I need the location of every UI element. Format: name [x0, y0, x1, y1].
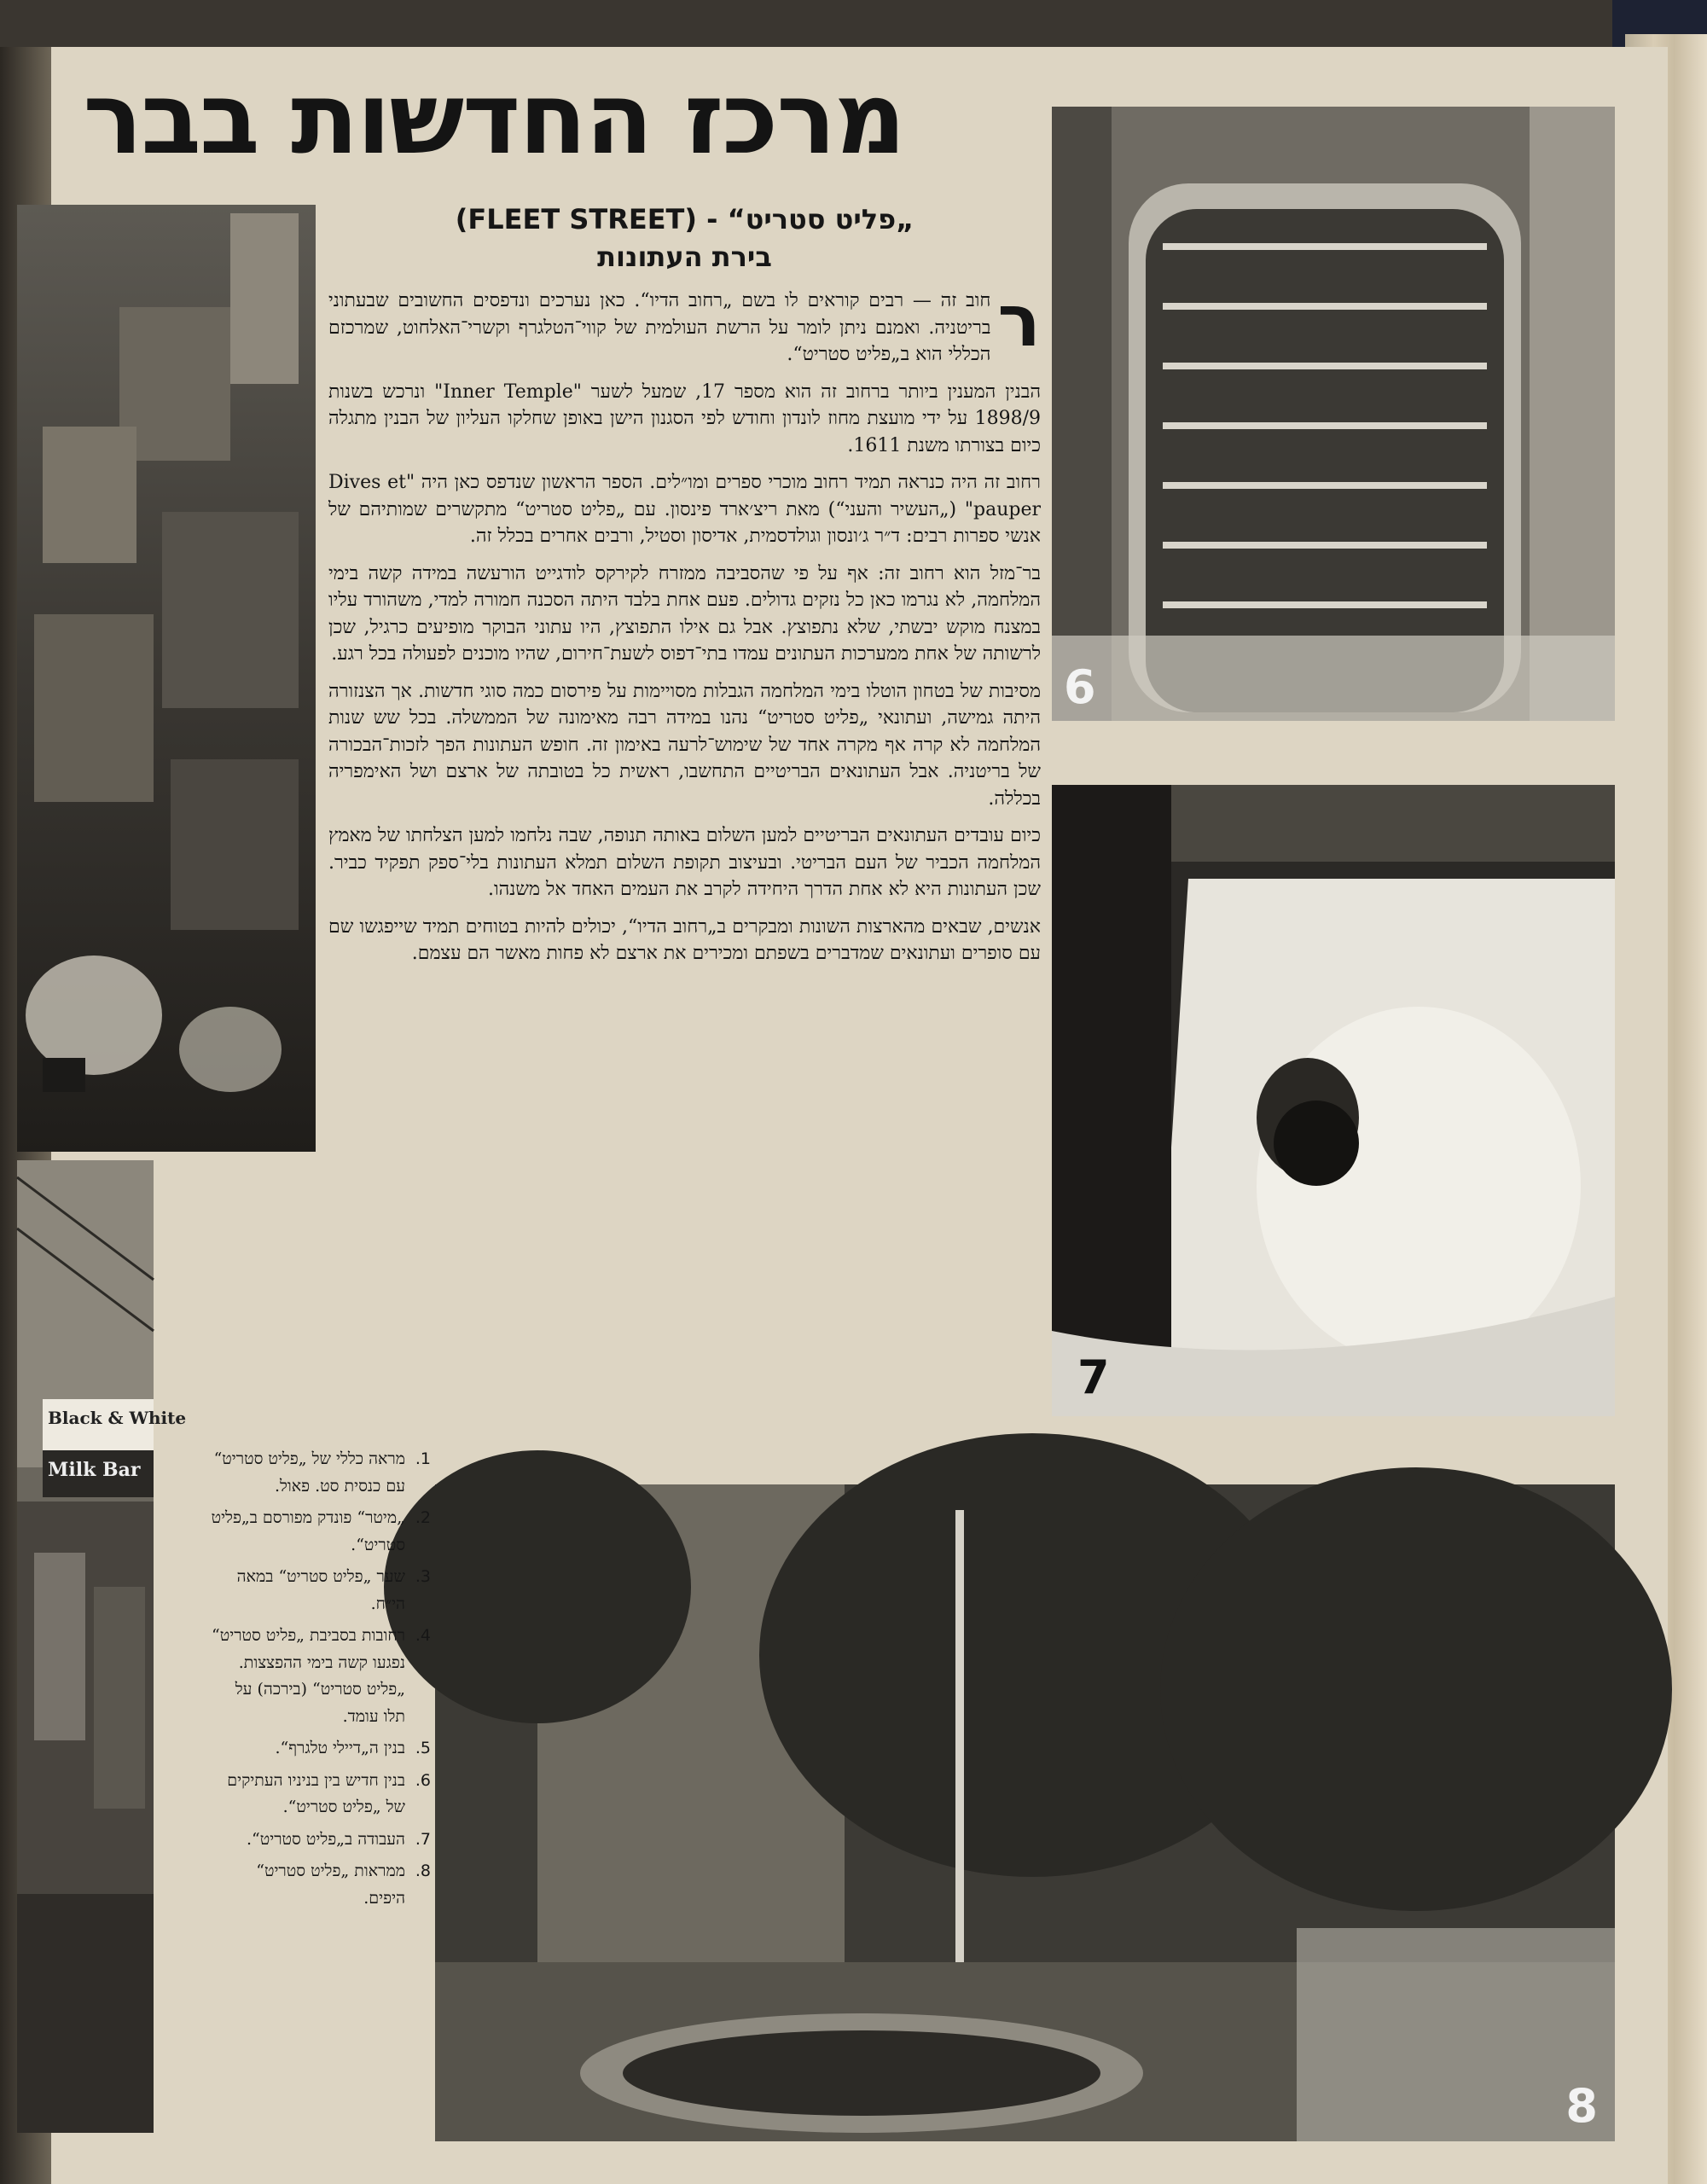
caption-number: 6. [415, 1770, 431, 1790]
photo-street [17, 1160, 187, 2133]
caption-text: ממראות „פליט סטריט“ היפים. [256, 1862, 405, 1908]
caption-item [192, 1446, 431, 1500]
photo-8-number: 8 [1565, 2079, 1598, 2133]
article-paragraph: מסיבות של בטחון הוטלו בימי המלחמה הגבלות מסויימות על פירסום כמה סוגי חדשות. אך הצנזורה היתה גמישה, ועתונאי „פליט סטריט“ נהנו במידה רבה מאימונה של הממשלה. בכל שש שנות המלחמה לא קרה אף מקרה אחד של שימוש־לרעה באימון זה. חופש העתונות הפך לזכות־הבכורה של בריטניה. אבל העתונאים הבריטיים התחשבו, ראשית כל בטובתה של ארצם ושל האימפריה בכללה. [328, 680, 1041, 810]
caption-text: בנין ה„דיילי טלגרף“. [275, 1739, 405, 1757]
photo-7-number: 7 [1077, 1350, 1110, 1404]
page-headline: מרכז החדשות בבר [83, 61, 904, 177]
caption-number: 3. [415, 1567, 431, 1586]
photo-6-building [1052, 107, 1615, 721]
caption-number: 2. [415, 1508, 431, 1527]
street-image [17, 1160, 187, 2133]
caption-text: בנין חדיש בין בניניו העתיקים של „פליט סטריט“. [227, 1770, 405, 1816]
caption-item [192, 1827, 431, 1854]
caption-number: 8. [415, 1862, 431, 1880]
caption-text: מראה כללי של „פליט סטריט“ עם כנסית סט. פאול. [213, 1449, 405, 1496]
caption-text: שער „פליט סטריט“ במאה הי״ח. [236, 1567, 405, 1613]
caption-item [192, 1735, 431, 1763]
park-image [435, 1484, 1615, 2141]
photo-city-view [17, 205, 316, 1152]
article [328, 200, 1041, 978]
shop-sign-milk-bar: Milk Bar [48, 1459, 141, 1481]
caption-number: 4. [415, 1626, 431, 1645]
article-paragraph: בר־מזל הוא רחוב זה: אף על פי שהסביבה ממזרח לקירקס לודגייט הורעשה במידה קשה בימי המלחמה, לא נגרמו כאן כל נזקים גדולים. פעם אחת בלבד היתה הסכנה חמורה למדי, משהורד עליו במצנח מוקש יבשתי, שלא נתפוצץ. אבל גם אילו התפוצץ, היו עתוני הבוקר מופיעים כרגיל, שכן לרשותה של אחת ממערכות העתונים עמדו בתי־דפוס לשעת־חירום, שהיו מוכנים לפעולה בכל רגע. [328, 562, 1041, 665]
caption-item [192, 1623, 431, 1730]
article-title: „פליט סטריט“ - (FLEET STREET) [455, 203, 914, 235]
caption-text: רחובות בסביבת „פליט סטריט“ נפגעו קשה בימי ההפצצות. „פליט סטריט“ (בירכה) על תלו עומד. [212, 1626, 405, 1726]
caption-number: 1. [415, 1449, 431, 1468]
building-image [1052, 107, 1615, 721]
shop-sign-black-white: Black & White [48, 1408, 187, 1428]
article-paragraph: הבנין המענין ביותר ברחוב זה הוא מספר 17, שמעל לשער "Inner Temple" ונרכש בשנות 1898/9 על ידי מועצת מחוז לונדון וחודש לפי הסגנון הישן באופן שחלקו העליון של הבנין מתגלה כיום בצורתו משנת 1611. [328, 380, 1041, 456]
drop-cap: ר [997, 279, 1041, 363]
city-view-image [17, 205, 316, 1152]
caption-item [192, 1768, 431, 1821]
photo-captions [192, 1446, 431, 1917]
article-paragraph: רחוב זה היה כנראה תמיד רחוב מוכרי ספרים ומו״לים. הספר הראשון שנדפס כאן היה "Dives et pauper" („העשיר והעני“) מאת ריצ׳ארד פינסון. עם „פליט סטריט“ מתקשרים שמותיהם של אנשי ספרות רבים: ד״ר ג׳ונסון וגולדסמית, אדיסון וסטיל, ורבים אחרים בכלל זה. [328, 472, 1041, 547]
article-paragraph [328, 279, 1041, 369]
paragraph-text: חוב זה — רבים קוראים לו בשם „רחוב הדיו“. כאן נערכים ונדפסים החשובים שבעתוני בריטניה. ואמנם ניתן לומר על הרשת העולמית של קווי־הטלגרף וקשרי־האלחוט, שמרכזם הכללי הוא ב„פליט סטריט“. [328, 290, 991, 365]
article-subtitle: בירת העתונות [597, 241, 772, 273]
caption-item [192, 1505, 431, 1559]
photo-6-number: 6 [1064, 660, 1096, 714]
caption-item [192, 1858, 431, 1912]
photo-8-park [435, 1484, 1615, 2141]
caption-number: 5. [415, 1739, 431, 1757]
photo-7-press [1052, 785, 1615, 1416]
article-paragraph: כיום עובדים העתונאים הבריטיים למען השלום באותה תנופה, שבה נלחמו למען הצלחתו של מאמץ המלחמה הכביר של העם הבריטי. ובעיצוב תקופת השלום תמלא העתונות בלי־ספק תפקיד כביר. שכן העתונות היא לא אחת הדרך היחידה לקרב את העמים האחד אל משנהו. [328, 825, 1041, 900]
caption-text: העבודה ב„פליט סטריט“. [247, 1829, 405, 1849]
caption-number: 7. [415, 1829, 431, 1849]
press-image [1052, 785, 1615, 1416]
caption-item [192, 1564, 431, 1618]
caption-text: „מיטר“ פונדק מפורסם ב„פליט סטריט“. [211, 1508, 405, 1554]
article-paragraph: אנשים, שבאים מהארצות השונות ומבקרים ב„רחוב הדיו“, יכולים להיות בטוחים תמיד שייפגשו שם עם סופרים ועתונאים שמדברים בשפתם ומכירים את ארצם לא פחות מאשר הם עצמם. [328, 915, 1041, 964]
